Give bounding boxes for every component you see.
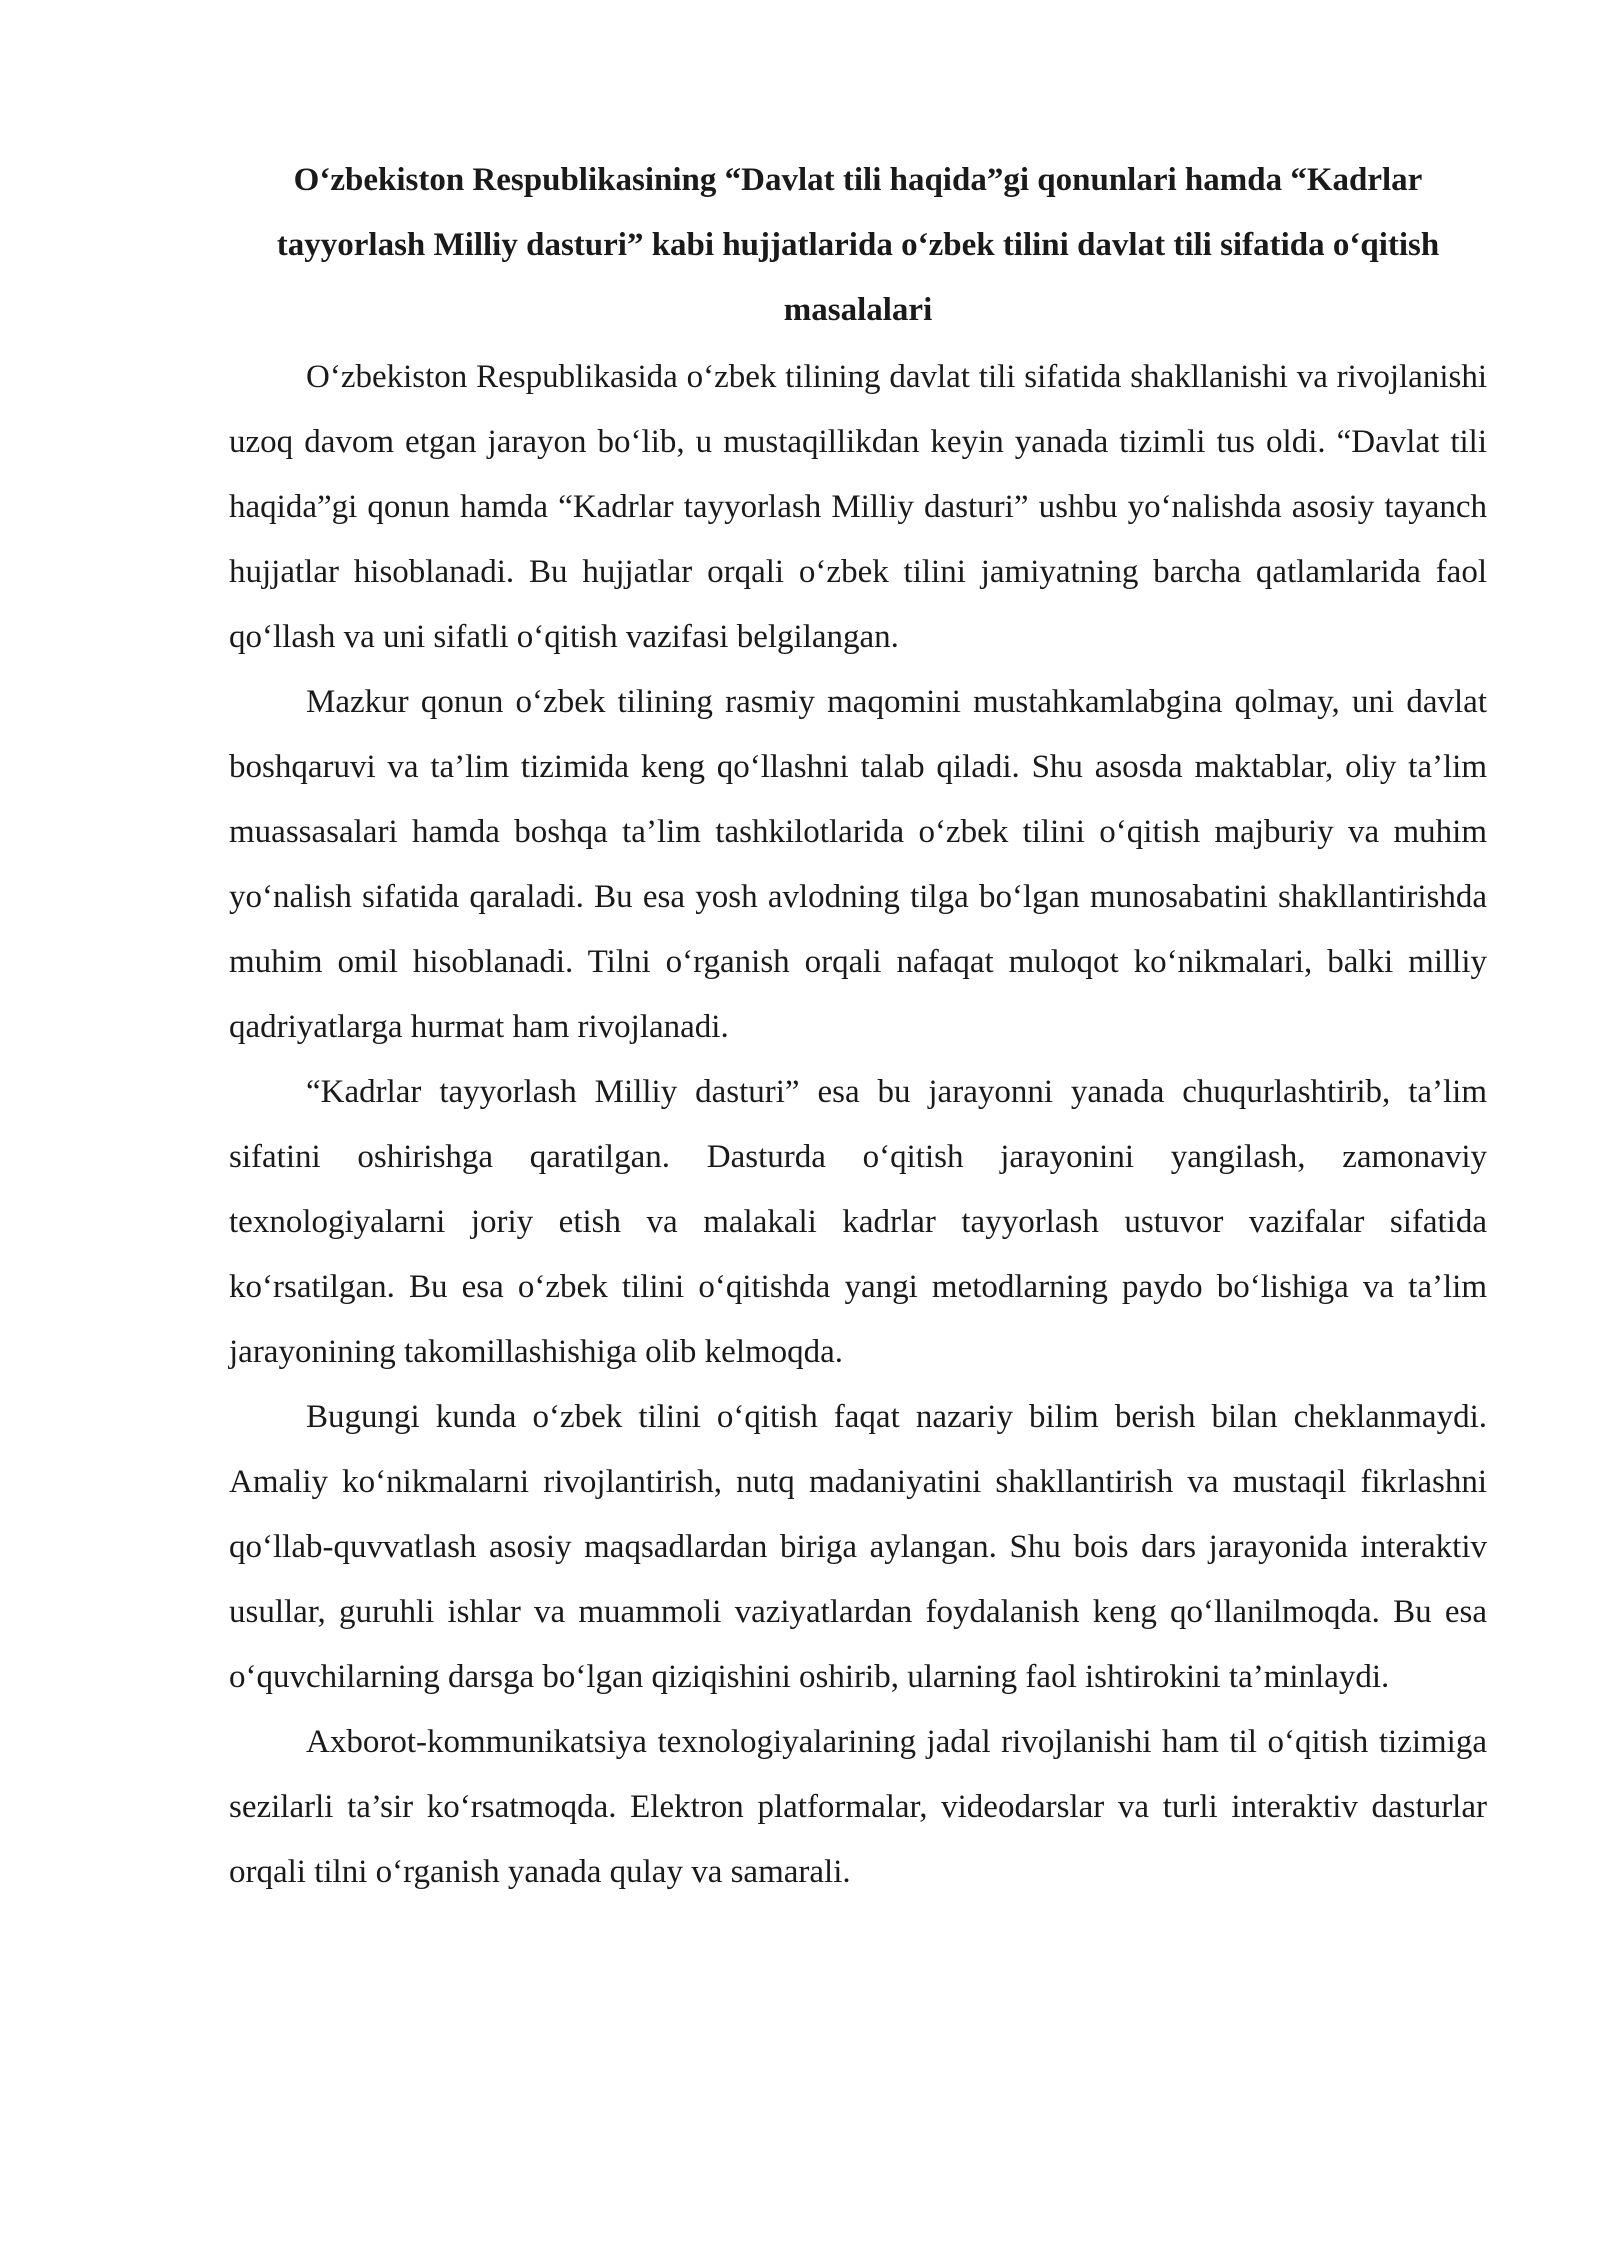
- paragraph-5: Axborot-kommunikatsiya texnologiyalarining jadal rivojlanishi ham til o‘qitish tizimiga sezilarli ta’sir ko‘rsatmoqda. Elektron platformalar, videodarslar va turli interaktiv dasturlar orqali tilni o‘rganish yanada qulay va samarali.: [229, 1724, 1487, 1890]
- document-body: [229, 148, 1487, 1905]
- document-title: O‘zbekiston Respublikasining “Davlat tili haqida”gi qonunlari hamda “Kadrlar tayyorlash Milliy dasturi” kabi hujjatlarida o‘zbek tilini davlat tili sifatida o‘qitish masalalari: [276, 162, 1440, 328]
- paragraph-2: Mazkur qonun o‘zbek tilining rasmiy maqomini mustahkamlabgina qolmay, uni davlat boshqaruvi va ta’lim tizimida keng qo‘llashni talab qiladi. Shu asosda maktablar, oliy ta’lim muassasalari hamda boshqa ta’lim tashkilotlarida o‘zbek tilini o‘qitish majburiy va muhim yo‘nalish sifatida qaraladi. Bu esa yosh avlodning tilga bo‘lgan munosabatini shakllantirishda muhim omil hisoblanadi. Tilni o‘rganish orqali nafaqat muloqot ko‘nikmalari, balki milliy qadriyatlarga hurmat ham rivojlanadi.: [229, 684, 1487, 1045]
- paragraph-1: O‘zbekiston Respublikasida o‘zbek tilining davlat tili sifatida shakllanishi va rivojlanishi uzoq davom etgan jarayon bo‘lib, u mustaqillikdan keyin yanada tizimli tus oldi. “Davlat tili haqida”gi qonun hamda “Kadrlar tayyorlash Milliy dasturi” ushbu yo‘nalishda asosiy tayanch hujjatlar hisoblanadi. Bu hujjatlar orqali o‘zbek tilini jamiyatning barcha qatlamlarida faol qo‘llash va uni sifatli o‘qitish vazifasi belgilangan.: [229, 359, 1487, 655]
- paragraph-4: Bugungi kunda o‘zbek tilini o‘qitish faqat nazariy bilim berish bilan cheklanmaydi. Amaliy ko‘nikmalarni rivojlantirish, nutq madaniyatini shakllantirish va mustaqil fikrlashni qo‘llab-quvvatlash asosiy maqsadlardan biriga aylangan. Shu bois dars jarayonida interaktiv usullar, guruhli ishlar va muammoli vaziyatlardan foydalanish keng qo‘llanilmoqda. Bu esa o‘quvchilarning darsga bo‘lgan qiziqishini oshirib, ularning faol ishtirokini ta’minlaydi.: [229, 1399, 1487, 1695]
- paragraph-3: “Kadrlar tayyorlash Milliy dasturi” esa bu jarayonni yanada chuqurlashtirib, ta’lim sifatini oshirishga qaratilgan. Dasturda o‘qitish jarayonini yangilash, zamonaviy texnologiyalarni joriy etish va malakali kadrlar tayyorlash ustuvor vazifalar sifatida ko‘rsatilgan. Bu esa o‘zbek tilini o‘qitishda yangi metodlarning paydo bo‘lishiga va ta’lim jarayonining takomillashishiga olib kelmoqda.: [229, 1074, 1487, 1370]
